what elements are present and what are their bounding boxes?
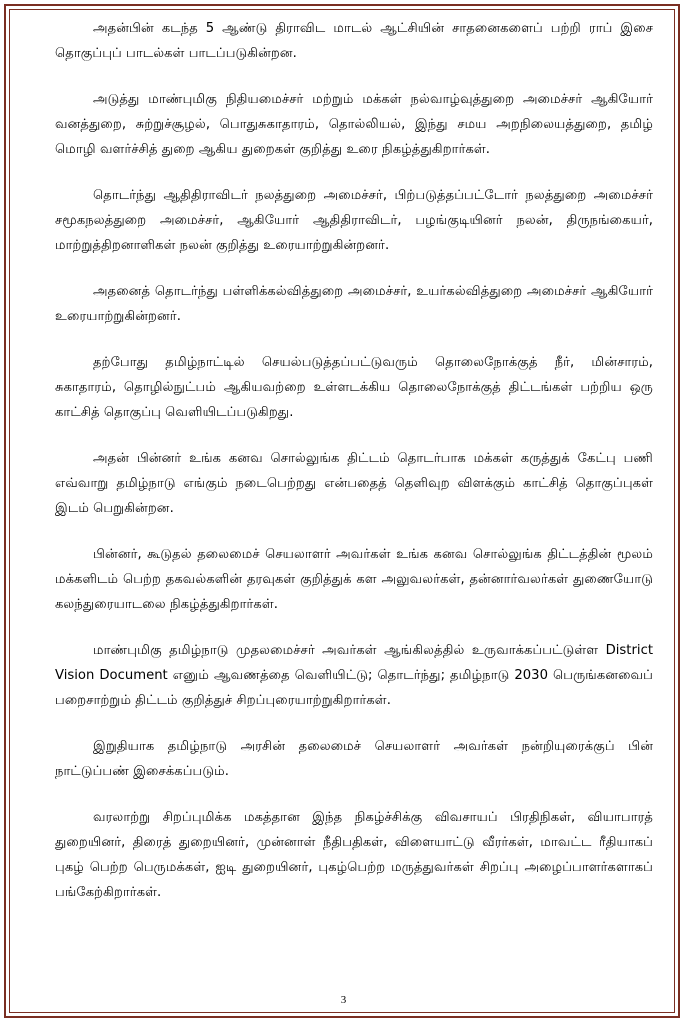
paragraph-secretary-discussion: பின்னர், கூடுதல் தலைமைச் செயலாளர் அவர்கள் உங்க கனவ சொல்லுங்க திட்டத்தின் மூலம் மக்களிடம் பெற்ற தகவல்களின் தரவுகள் குறித்துக் கள அலுவலர்கள், தன்னார்வலர்கள் துணையோடு கலந்துரையாடலை நிகழ்த்துகிறார்கள். bbox=[55, 547, 653, 612]
document-body bbox=[55, 16, 653, 926]
page-number: 3 bbox=[340, 994, 347, 1006]
paragraph-finance-health-ministers: அடுத்து மாண்புமிகு நிதியமைச்சர் மற்றும் மக்கள் நல்வாழ்வுத்துறை அமைச்சர் ஆகியோர் வனத்துறை, சுற்றுச்சூழல், பொதுசுகாதாரம், தொல்லியல், இந்து சமய அறநிலையத்துறை, தமிழ் மொழி வளர்ச்சித் துறை ஆகிய துறைகள் குறித்து உரை நிகழ்த்துகிறார்கள். bbox=[55, 92, 653, 157]
paragraph-public-consultation: அதன் பின்னர் உங்க கனவ சொல்லுங்க திட்டம் தொடர்பாக மக்கள் கருத்துக் கேட்பு பணி எவ்வாறு தமிழ்நாடு எங்கும் நடைபெற்றது என்பதைத் தெளிவுற விளக்கும் காட்சித் தொகுப்புகள் இடம் பெறுகின்றன. bbox=[55, 451, 653, 516]
paragraph-education-ministers: அதனைத் தொடர்ந்து பள்ளிக்கல்வித்துறை அமைச்சர், உயர்கல்வித்துறை அமைச்சர் ஆகியோர் உரையாற்றுகின்றனர். bbox=[55, 284, 653, 324]
paragraph-welfare-ministers: தொடர்ந்து ஆதிதிராவிடர் நலத்துறை அமைச்சர், பிற்படுத்தப்பட்டோர் நலத்துறை அமைச்சர் சமூகநலத்துறை அமைச்சர், ஆகியோர் ஆதிதிராவிடர், பழங்குடியினர் நலன், திருநங்கையர், மாற்றுத்திறனாளிகள் நலன் குறித்து உரையாற்றுகின்றனர். bbox=[55, 188, 653, 253]
paragraph-vision-projects: தற்போது தமிழ்நாட்டில் செயல்படுத்தப்பட்டுவரும் தொலைநோக்குத் நீர், மின்சாரம், சுகாதாரம், தொழில்நுட்பம் ஆகியவற்றை உள்ளடக்கிய தொலைநோக்குத் திட்டங்கள் பற்றிய ஒரு காட்சித் தொகுப்பு வெளியிடப்படுகிறது. bbox=[55, 355, 653, 420]
paragraph-rap-songs: அதன்பின் கடந்த 5 ஆண்டு திராவிட மாடல் ஆட்சியின் சாதனைகளைப் பற்றி ராப் இசை தொகுப்புப் பாடல்கள் பாடப்படுகின்றன. bbox=[55, 21, 653, 61]
paragraph-special-invitees: வரலாற்று சிறப்புமிக்க மகத்தான இந்த நிகழ்ச்சிக்கு விவசாயப் பிரதிநிகள், வியாபாரத் துறையினர், திரைத் துறையினர், முன்னாள் நீதிபதிகள், விளையாட்டு வீரர்கள், மாவட்ட ரீதியாகப் புகழ் பெற்ற பெருமக்கள், ஐடி துறையினர், புகழ்பெற்ற மருத்துவர்கள் சிறப்பு அழைப்பாளர்களாகப் பங்கேற்கிறார்கள். bbox=[55, 810, 653, 900]
paragraph-vote-of-thanks: இறுதியாக தமிழ்நாடு அரசின் தலைமைச் செயலாளர் அவர்கள் நன்றியுரைக்குப் பின் நாட்டுப்பண் இசைக்கப்படும். bbox=[55, 739, 653, 779]
paragraph-chief-minister-release: மாண்புமிகு தமிழ்நாடு முதலமைச்சர் அவர்கள் ஆங்கிலத்தில் உருவாக்கப்பட்டுள்ள District Vision Document எனும் ஆவணத்தை வெளியிட்டு; தொடர்ந்து; தமிழ்நாடு 2030 பெருங்கனவைப் பறைசாற்றும் திட்டம் குறித்துச் சிறப்புரையாற்றுகிறார்கள். bbox=[55, 643, 653, 708]
